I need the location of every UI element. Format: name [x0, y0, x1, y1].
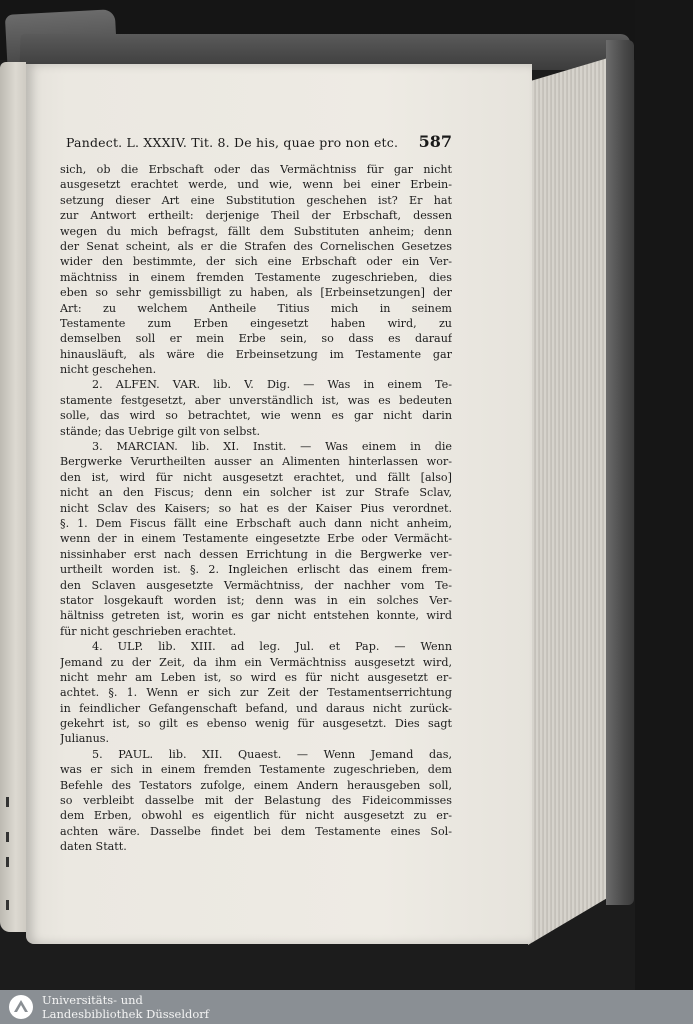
text-line: Befehle des Testators zufolge, einem Andern herausgeben soll,: [60, 778, 452, 792]
body-text: [60, 162, 452, 855]
text-line: Art: zu welchem Antheile Titius mich in seinem: [60, 301, 452, 315]
text-line: achten wäre. Dasselbe findet bei dem Testamente eines Sol-: [60, 824, 452, 838]
text-line: eben so sehr gemissbilligt zu haben, als [Erbeinsetzungen] der: [60, 286, 452, 300]
text-line: den Sclaven ausgesetzte Vermächtniss, der nachher vom Te-: [60, 578, 452, 592]
backdrop-right: [635, 0, 693, 990]
text-line: stände; das Uebrige gilt von selbst.: [60, 424, 261, 438]
text-line: nicht an den Fiscus; denn ein solcher ist zur Strafe Sclav,: [60, 486, 452, 500]
text-line: setzung dieser Art eine Substitution geschehen ist? Er hat: [60, 193, 452, 207]
text-line: daten Statt.: [60, 840, 127, 854]
text-line: demselben soll er mein Erbe sein, so dass es darauf: [60, 332, 452, 346]
text-line: ausgesetzt erachtet werde, und wie, wenn bei einer Erbein-: [60, 178, 452, 192]
text-line: wenn der in einem Testamente eingesetzte Erbe oder Vermächt-: [60, 532, 452, 546]
text-line: nicht mehr am Leben ist, so wird es für nicht ausgesetzt er-: [60, 670, 452, 684]
page-header: [66, 133, 452, 153]
section-heading-line: 5. PAUL. lib. XII. Quaest. — Wenn Jemand das,: [92, 747, 452, 761]
text-line: der Senat scheint, als er die Strafen des Cornelischen Gesetzes: [60, 239, 452, 253]
text-line: wider den bestimmte, der sich eine Erbschaft oder ein Ver-: [60, 255, 452, 269]
text-line: stator losgekauft worden ist; denn was in ein solches Ver-: [60, 593, 452, 607]
library-name-line2: Landesbibliothek Düsseldorf: [42, 1007, 210, 1021]
section-heading-line: 3. MARCIAN. lib. XI. Instit. — Was einem in die: [92, 440, 452, 454]
section-heading-line: 4. ULP. lib. XIII. ad leg. Jul. et Pap. — Wenn: [92, 640, 452, 654]
text-line: Testamente zum Erben eingesetzt haben wird, zu: [60, 316, 452, 330]
running-title: Pandect. L. XXXIV. Tit. 8. De his, quae pro non etc.: [66, 135, 399, 150]
text-line: Julianus.: [60, 732, 110, 746]
text-line: §. 1. Dem Fiscus fällt eine Erbschaft auch dann nicht anheim,: [60, 516, 452, 530]
page-block-edge: [528, 55, 618, 945]
text-line: zur Antwort ertheilt: derjenige Theil der Erbschaft, dessen: [60, 209, 452, 223]
text-line: den ist, wird für nicht ausgesetzt erachtet, und fällt [also]: [60, 470, 452, 484]
text-line: solle, das wird so betrachtet, wie wenn es gar nicht darin: [60, 409, 452, 423]
text-line: nissinhaber erst nach dessen Errichtung in die Bergwerke ver-: [60, 547, 452, 561]
page-number: 587: [418, 132, 452, 151]
text-line: in feindlicher Gefangenschaft befand, und daraus nicht zurück-: [60, 701, 452, 715]
text-line: achtet. §. 1. Wenn er sich zur Zeit der Testamentserrichtung: [60, 686, 452, 700]
text-line: nicht Sclav des Kaisers; so hat es der Kaiser Pius verordnet.: [60, 501, 452, 515]
ulb-logo-icon: [8, 994, 34, 1020]
text-line: Bergwerke Verurtheilten ausser an Alimenten hinterlassen wor-: [60, 455, 452, 469]
text-line: Jemand zu der Zeit, da ihm ein Vermächtniss ausgesetzt wird,: [60, 655, 452, 669]
text-line: hinausläuft, als wäre die Erbeinsetzung im Testamente gar: [60, 347, 452, 361]
text-line: wegen du mich befragst, fällt dem Substituten anheim; denn: [60, 224, 452, 238]
facing-page-edge: [0, 62, 26, 932]
text-line: nicht geschehen.: [60, 363, 157, 377]
section-heading-line: 2. ALFEN. VAR. lib. V. Dig. — Was in einem Te-: [92, 378, 452, 392]
text-line: gekehrt ist, so gilt es ebenso wenig für ausgesetzt. Dies sagt: [60, 717, 452, 731]
text-line: sich, ob die Erbschaft oder das Vermächtniss für gar nicht: [60, 163, 452, 176]
text-line: urtheilt worden ist. §. 2. Ingleichen erlischt das einem frem-: [60, 563, 452, 577]
book-cover-right: [606, 40, 634, 905]
text-line: mächtniss in einem fremden Testamente zugeschrieben, dies: [60, 270, 452, 284]
library-footer: [0, 990, 693, 1024]
text-line: was er sich in einem fremden Testamente zugeschrieben, dem: [60, 763, 452, 777]
text-line: für nicht geschrieben erachtet.: [60, 624, 237, 638]
text-line: stamente festgesetzt, aber unverständlich ist, was es bedeuten: [60, 393, 452, 407]
library-name-line1: Universitäts- und: [42, 993, 143, 1007]
library-name: [42, 993, 209, 1021]
text-line: so verbleibt dasselbe mit der Belastung des Fideicommisses: [60, 794, 452, 808]
text-line: hältniss getreten ist, worin es gar nicht entstehen konnte, wird: [60, 609, 452, 623]
text-line: dem Erben, obwohl es eigentlich für nicht ausgesetzt zu er-: [60, 809, 452, 823]
